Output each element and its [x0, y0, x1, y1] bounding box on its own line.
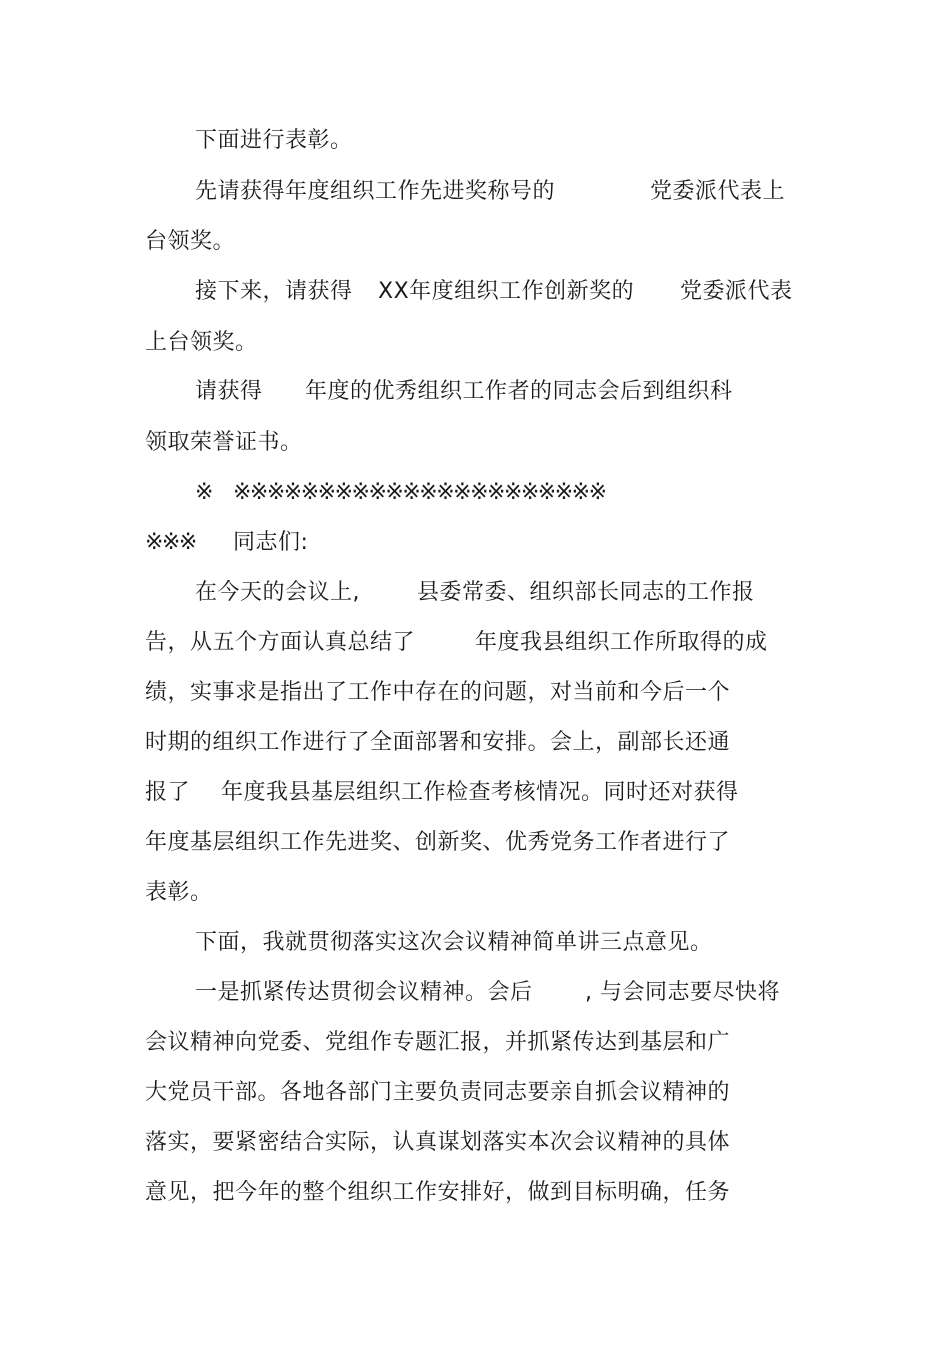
text-segment: 上台领奖。 [145, 330, 258, 355]
text-segment: 台领奖。 [145, 229, 236, 254]
text-segment: 年度的优秀组织工作者的同志会后到组织科 [305, 379, 733, 404]
text-segment: 接下来，请获得 [195, 279, 353, 304]
text-segment: ※ [195, 480, 212, 505]
text-segment: 意见，把今年的整个组织工作安排好，做到目标明确，任务 [145, 1180, 731, 1205]
text-segment: 一是抓紧传达贯彻会议精神。会后 [195, 980, 533, 1005]
text-segment: 下面进行表彰。 [195, 128, 353, 153]
text-segment: 年度我县组织工作所取得的成 [475, 630, 768, 655]
text-segment: 报了 [145, 780, 191, 805]
text-segment: 请获得 [195, 379, 263, 404]
text-segment: 告，从五个方面认真总结了 [145, 630, 416, 655]
text-segment: 表彰。 [145, 880, 213, 905]
text-segment: 领取荣誉证书。 [145, 430, 303, 455]
text-segment: 绩，实事求是指出了工作中存在的问题，对当前和今后一个 [145, 680, 731, 705]
text-segment: , 与会同志要尽快将 [585, 980, 780, 1005]
text-segment: 下面，我就贯彻落实这次会议精神简单讲三点意见。 [195, 930, 713, 955]
text-segment: 年度基层组织工作先进奖、创新奖、优秀党务工作者进行了 [145, 830, 731, 855]
text-segment: 年度我县基层组织工作检查考核情况。同时还对获得 [221, 780, 739, 805]
text-segment: 先请获得年度组织工作先进奖称号的 [195, 179, 556, 204]
text-segment: 党委派代表上 [650, 179, 786, 204]
text-segment: XX年度组织工作创新奖的 [378, 279, 635, 304]
text-segment: 落实，要紧密结合实际，认真谋划落实本次会议精神的具体 [145, 1130, 731, 1155]
text-segment: 在今天的会议上, [195, 580, 360, 605]
text-segment: 会议精神向党委、党组作专题汇报，并抓紧传达到基层和广 [145, 1030, 731, 1055]
text-segment: 同志们: [233, 530, 309, 555]
text-segment: ※※※ [145, 530, 196, 555]
text-segment: 大党员干部。各地各部门主要负责同志要亲自抓会议精神的 [145, 1080, 731, 1105]
text-segment: 时期的组织工作进行了全面部署和安排。会上，副部长还通 [145, 730, 731, 755]
text-segment: ※※※※※※※※※※※※※※※※※※※※※※ [233, 480, 606, 505]
text-segment: 党委派代表 [680, 279, 793, 304]
text-segment: 县委常委、组织部长同志的工作报 [417, 580, 755, 605]
